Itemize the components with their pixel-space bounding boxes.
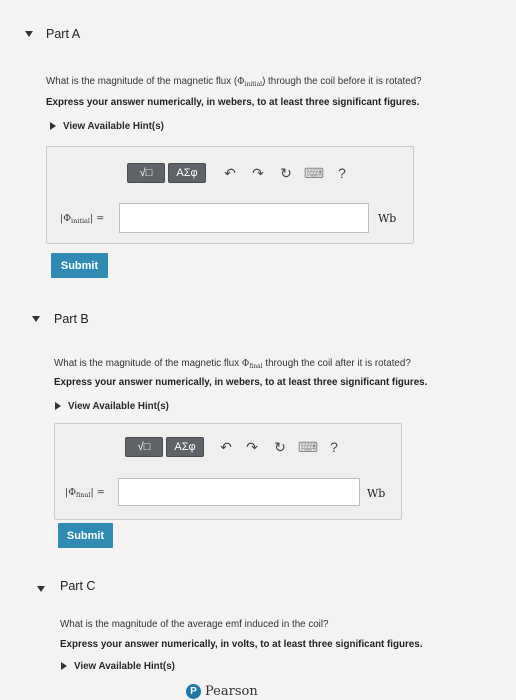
part-a-toolbar	[127, 163, 352, 183]
part-a-question: What is the magnitude of the magnetic flux $(\Phi_{initial})$ through the coil before it is rotated?	[46, 76, 422, 88]
part-b-answer-label: $|\Phi_{final}|$ =	[65, 487, 105, 499]
part-b-question: What is the magnitude of the magnetic flux $\Phi_{final}$ through the coil after it is rotated?	[54, 358, 411, 370]
pearson-p-icon: P	[186, 684, 201, 699]
part-a-hint-link[interactable]: View Available Hint(s)	[50, 121, 164, 132]
part-c-collapse-icon[interactable]	[37, 586, 45, 592]
caret-right-icon	[50, 122, 56, 130]
part-c-question: What is the magnitude of the average emf induced in the coil?	[60, 619, 329, 630]
part-b-instruction: Express your answer numerically, in webers, to at least three significant figures.	[54, 377, 428, 388]
part-b-toolbar	[125, 437, 344, 457]
keyboard-icon[interactable]: ⌨	[303, 164, 325, 181]
part-a-answer-input[interactable]	[119, 203, 369, 233]
pearson-brand: Pearson	[205, 684, 258, 699]
templates-button[interactable]: √□	[127, 163, 165, 183]
part-b-unit: Wb	[367, 487, 386, 500]
templates-button[interactable]: √□	[125, 437, 163, 457]
part-b-title: Part B	[54, 312, 89, 326]
redo-icon[interactable]: ↷	[246, 438, 258, 455]
part-a-instruction: Express your answer numerically, in webers, to at least three significant figures.	[46, 97, 420, 108]
part-a-collapse-icon[interactable]	[25, 31, 33, 37]
greek-symbols-button[interactable]: ΑΣφ	[168, 163, 206, 183]
part-b-collapse-icon[interactable]	[32, 316, 40, 322]
part-a-unit: Wb	[378, 212, 397, 225]
part-b-submit-button[interactable]: Submit	[58, 523, 113, 548]
part-a-submit-button[interactable]: Submit	[51, 253, 108, 278]
part-c-hint-link[interactable]: View Available Hint(s)	[61, 661, 175, 672]
undo-icon[interactable]: ↶	[220, 438, 232, 455]
caret-right-icon	[61, 662, 67, 670]
part-a-answer-label: $|\Phi_{initial}|$ =	[60, 213, 105, 225]
reset-icon[interactable]: ↻	[274, 438, 286, 455]
help-icon[interactable]: ?	[338, 165, 346, 181]
part-b-answer-input[interactable]	[118, 478, 360, 506]
redo-icon[interactable]: ↷	[252, 164, 264, 181]
part-c-instruction: Express your answer numerically, in volts, to at least three significant figures.	[60, 639, 423, 650]
greek-symbols-button[interactable]: ΑΣφ	[166, 437, 204, 457]
part-b-hint-link[interactable]: View Available Hint(s)	[55, 401, 169, 412]
keyboard-icon[interactable]: ⌨	[297, 438, 319, 455]
help-icon[interactable]: ?	[330, 439, 338, 455]
pearson-logo	[186, 684, 258, 699]
part-a-title: Part A	[46, 27, 81, 41]
part-c-title: Part C	[60, 579, 96, 593]
reset-icon[interactable]: ↻	[280, 164, 292, 181]
undo-icon[interactable]: ↶	[224, 164, 236, 181]
caret-right-icon	[55, 402, 61, 410]
